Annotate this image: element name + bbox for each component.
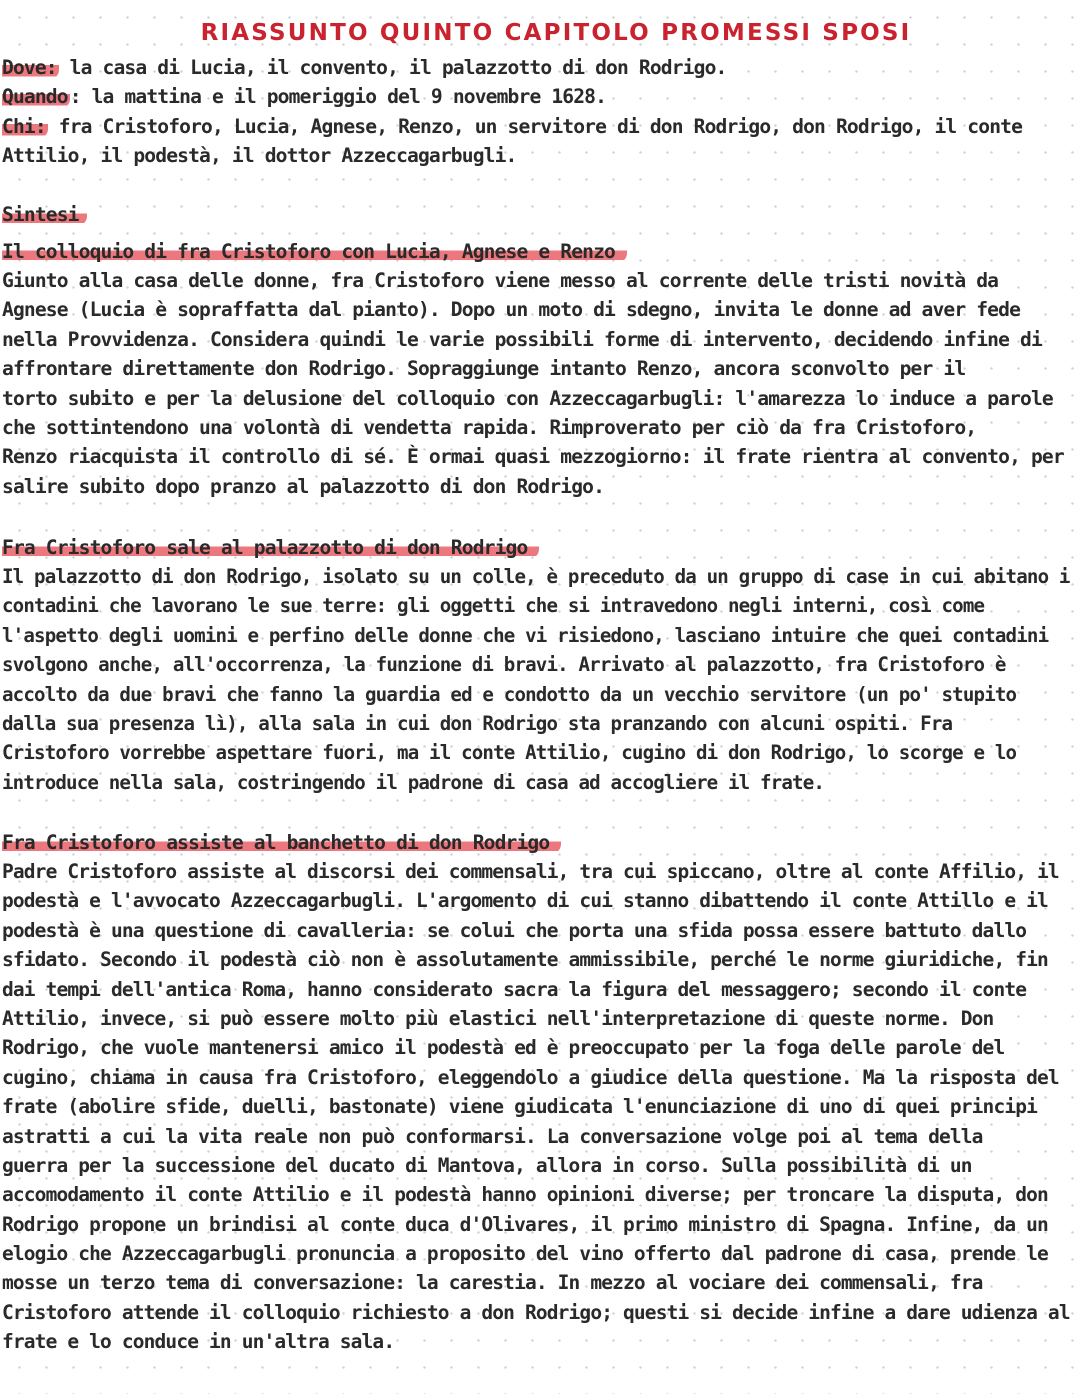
dove-label: Dove:: [2, 56, 57, 79]
section-heading-palazzotto: [2, 533, 539, 562]
paragraph-line: sfidato. Secondo il podestà ciò non è assolutamente ammissibile, perché le norme giuridiche, fin: [2, 948, 1048, 972]
paragraph-line: che sottintendono una volontà di vendetta rapida. Rimproverato per ciò da fra Cristoforo,: [2, 415, 977, 439]
paragraph-line: frate e lo conduce in un'altra sala.: [2, 1330, 395, 1354]
section-heading-colloquio: [2, 237, 627, 266]
quando-text: : la mattina e il pomeriggio del 9 novembre 1628.: [69, 85, 607, 109]
section-body-palazzotto: [2, 562, 1080, 797]
dove-text: la casa di Lucia, il convento, il palazzotto di don Rodrigo.: [58, 56, 727, 79]
paragraph-line: accomodamento il conte Attilio e il podestà hanno opinioni diverse; per troncare la disputa, don: [2, 1183, 1048, 1207]
paragraph-line: Agnese (Lucia è sopraffatta dal pianto). Dopo un moto di sdegno, invita le donne ad aver fede: [2, 298, 1021, 322]
sintesi-heading: [2, 200, 87, 229]
paragraph-line: Rodrigo, che vuole mantenersi amico il podestà ed è preoccupato per la foga delle parole del: [2, 1036, 1005, 1060]
section-body-colloquio: [2, 266, 1064, 501]
paragraph-line: podestà è una questione di cavalleria: se colui che porta una sfida possa essere battuto dallo: [2, 918, 1027, 942]
sintesi-label: Sintesi: [2, 203, 87, 226]
paragraph-line: Rodrigo propone un brindisi al conte duca d'Olivares, il primo ministro di Spagna. Infine, da un: [2, 1212, 1048, 1236]
section-heading-text: Il colloquio di fra Cristoforo con Lucia, Agnese e Renzo: [2, 240, 627, 263]
paragraph-line: Renzo riacquista il controllo di sé. È ormai quasi mezzogiorno: il frate rientra al convento, per: [2, 445, 1064, 469]
paragraph-line: astratti a cui la vita reale non può conformarsi. La conversazione volge poi al tema della: [2, 1124, 983, 1148]
document-title: RIASSUNTO QUINTO CAPITOLO PROMESSI SPOSI: [200, 20, 912, 46]
paragraph-line: contadini che lavorano le sue terre: gli oggetti che si intravedono negli interni, così come: [2, 594, 985, 618]
paragraph-line: Cristoforo vorrebbe aspettare fuori, ma il conte Attilio, cugino di don Rodrigo, lo scorge e lo: [2, 741, 1017, 765]
paragraph-line: dalla sua presenza lì), alla sala in cui don Rodrigo sta pranzando con alcuni ospiti. Fra: [2, 711, 953, 735]
section-heading-text: Fra Cristoforo assiste al banchetto di don Rodrigo: [2, 831, 561, 854]
paragraph-line: mosse un terzo tema di conversazione: la carestia. In mezzo al vociare dei commensali, fra: [2, 1271, 983, 1295]
paragraph-line: podestà e l'avvocato Azzeccagarbugli. L'argomento di cui stanno dibattendo il conte Attillo e il: [2, 889, 1048, 913]
paragraph-line: svolgono anche, all'occorrenza, la funzione di bravi. Arrivato al palazzotto, fra Cristoforo è: [2, 653, 1006, 677]
paragraph-line: accolto da due bravi che fanno la guardia ed e condotto da un vecchio servitore (un po' stupito: [2, 682, 1017, 706]
paragraph-line: nella Provvidenza. Considera quindi le varie possibili forme di intervento, decidendo infine di: [2, 327, 1042, 351]
paragraph-line: introduce nella sala, costringendo il padrone di casa ad accogliere il frate.: [2, 770, 825, 794]
chi-text-continued: Attilio, il podestà, il dottor Azzeccagarbugli.: [2, 144, 517, 168]
paragraph-line: cugino, chiama in causa fra Cristoforo, eleggendolo a giudice della questione. Ma la risposta del: [2, 1065, 1059, 1089]
dove-line: [2, 53, 1022, 82]
paragraph-line: guerra per la successione del ducato di Mantova, allora in corso. Sulla possibilità di un: [2, 1153, 972, 1177]
chi-text: fra Cristoforo, Lucia, Agnese, Renzo, un servitore di don Rodrigo, don Rodrigo, il conte: [47, 114, 1023, 138]
paragraph-line: Il palazzotto di don Rodrigo, isolato su un colle, è preceduto da un gruppo di case in cui abitano i: [2, 565, 1070, 588]
chi-line-continued: [2, 141, 1022, 170]
paragraph-line: Cristoforo attende il colloquio richiesto a don Rodrigo; questi si decide infine a dare udienza al: [2, 1300, 1070, 1324]
quando-line: [2, 82, 1022, 111]
section-heading-banchetto: [2, 828, 561, 857]
paragraph-line: salire subito dopo pranzo al palazzotto di don Rodrigo.: [2, 474, 605, 498]
paragraph-line: Giunto alla casa delle donne, fra Cristoforo viene messo al corrente delle tristi novità da: [2, 269, 999, 292]
paragraph-line: torto subito e per la delusione del colloquio con Azzeccagarbugli: l'amarezza lo induce a parole: [2, 386, 1053, 410]
paragraph-line: affrontare direttamente don Rodrigo. Sopraggiunge intanto Renzo, ancora sconvolto per il: [2, 357, 966, 381]
chi-line: [2, 112, 1022, 141]
paragraph-line: frate (abolire sfide, duelli, bastonate) viene giudicata l'enunciazione di uno di quei principi: [2, 1095, 1038, 1119]
intro-block: [2, 53, 1022, 171]
paragraph-line: elogio che Azzeccagarbugli pronuncia a proposito del vino offerto dal padrone di casa, prende le: [2, 1242, 1048, 1266]
section-body-banchetto: [2, 857, 1075, 1357]
chi-label: Chi:: [2, 114, 46, 138]
paragraph-line: Padre Cristoforo assiste al discorsi dei commensali, tra cui spiccano, oltre al conte Affilio, il: [2, 860, 1059, 883]
paragraph-line: dai tempi dell'antica Roma, hanno considerato sacra la figura del messaggero; secondo il conte: [2, 977, 1027, 1001]
paragraph-line: Attilio, invece, si può essere molto più elastici nell'interpretazione di queste norme. Don: [2, 1006, 994, 1030]
paragraph-line: l'aspetto degli uomini e perfino delle donne che vi risiedono, lasciano intuire che quei contadini: [2, 623, 1049, 647]
section-heading-text: Fra Cristoforo sale al palazzotto di don Rodrigo: [2, 536, 539, 559]
quando-label: Quando: [2, 85, 68, 109]
